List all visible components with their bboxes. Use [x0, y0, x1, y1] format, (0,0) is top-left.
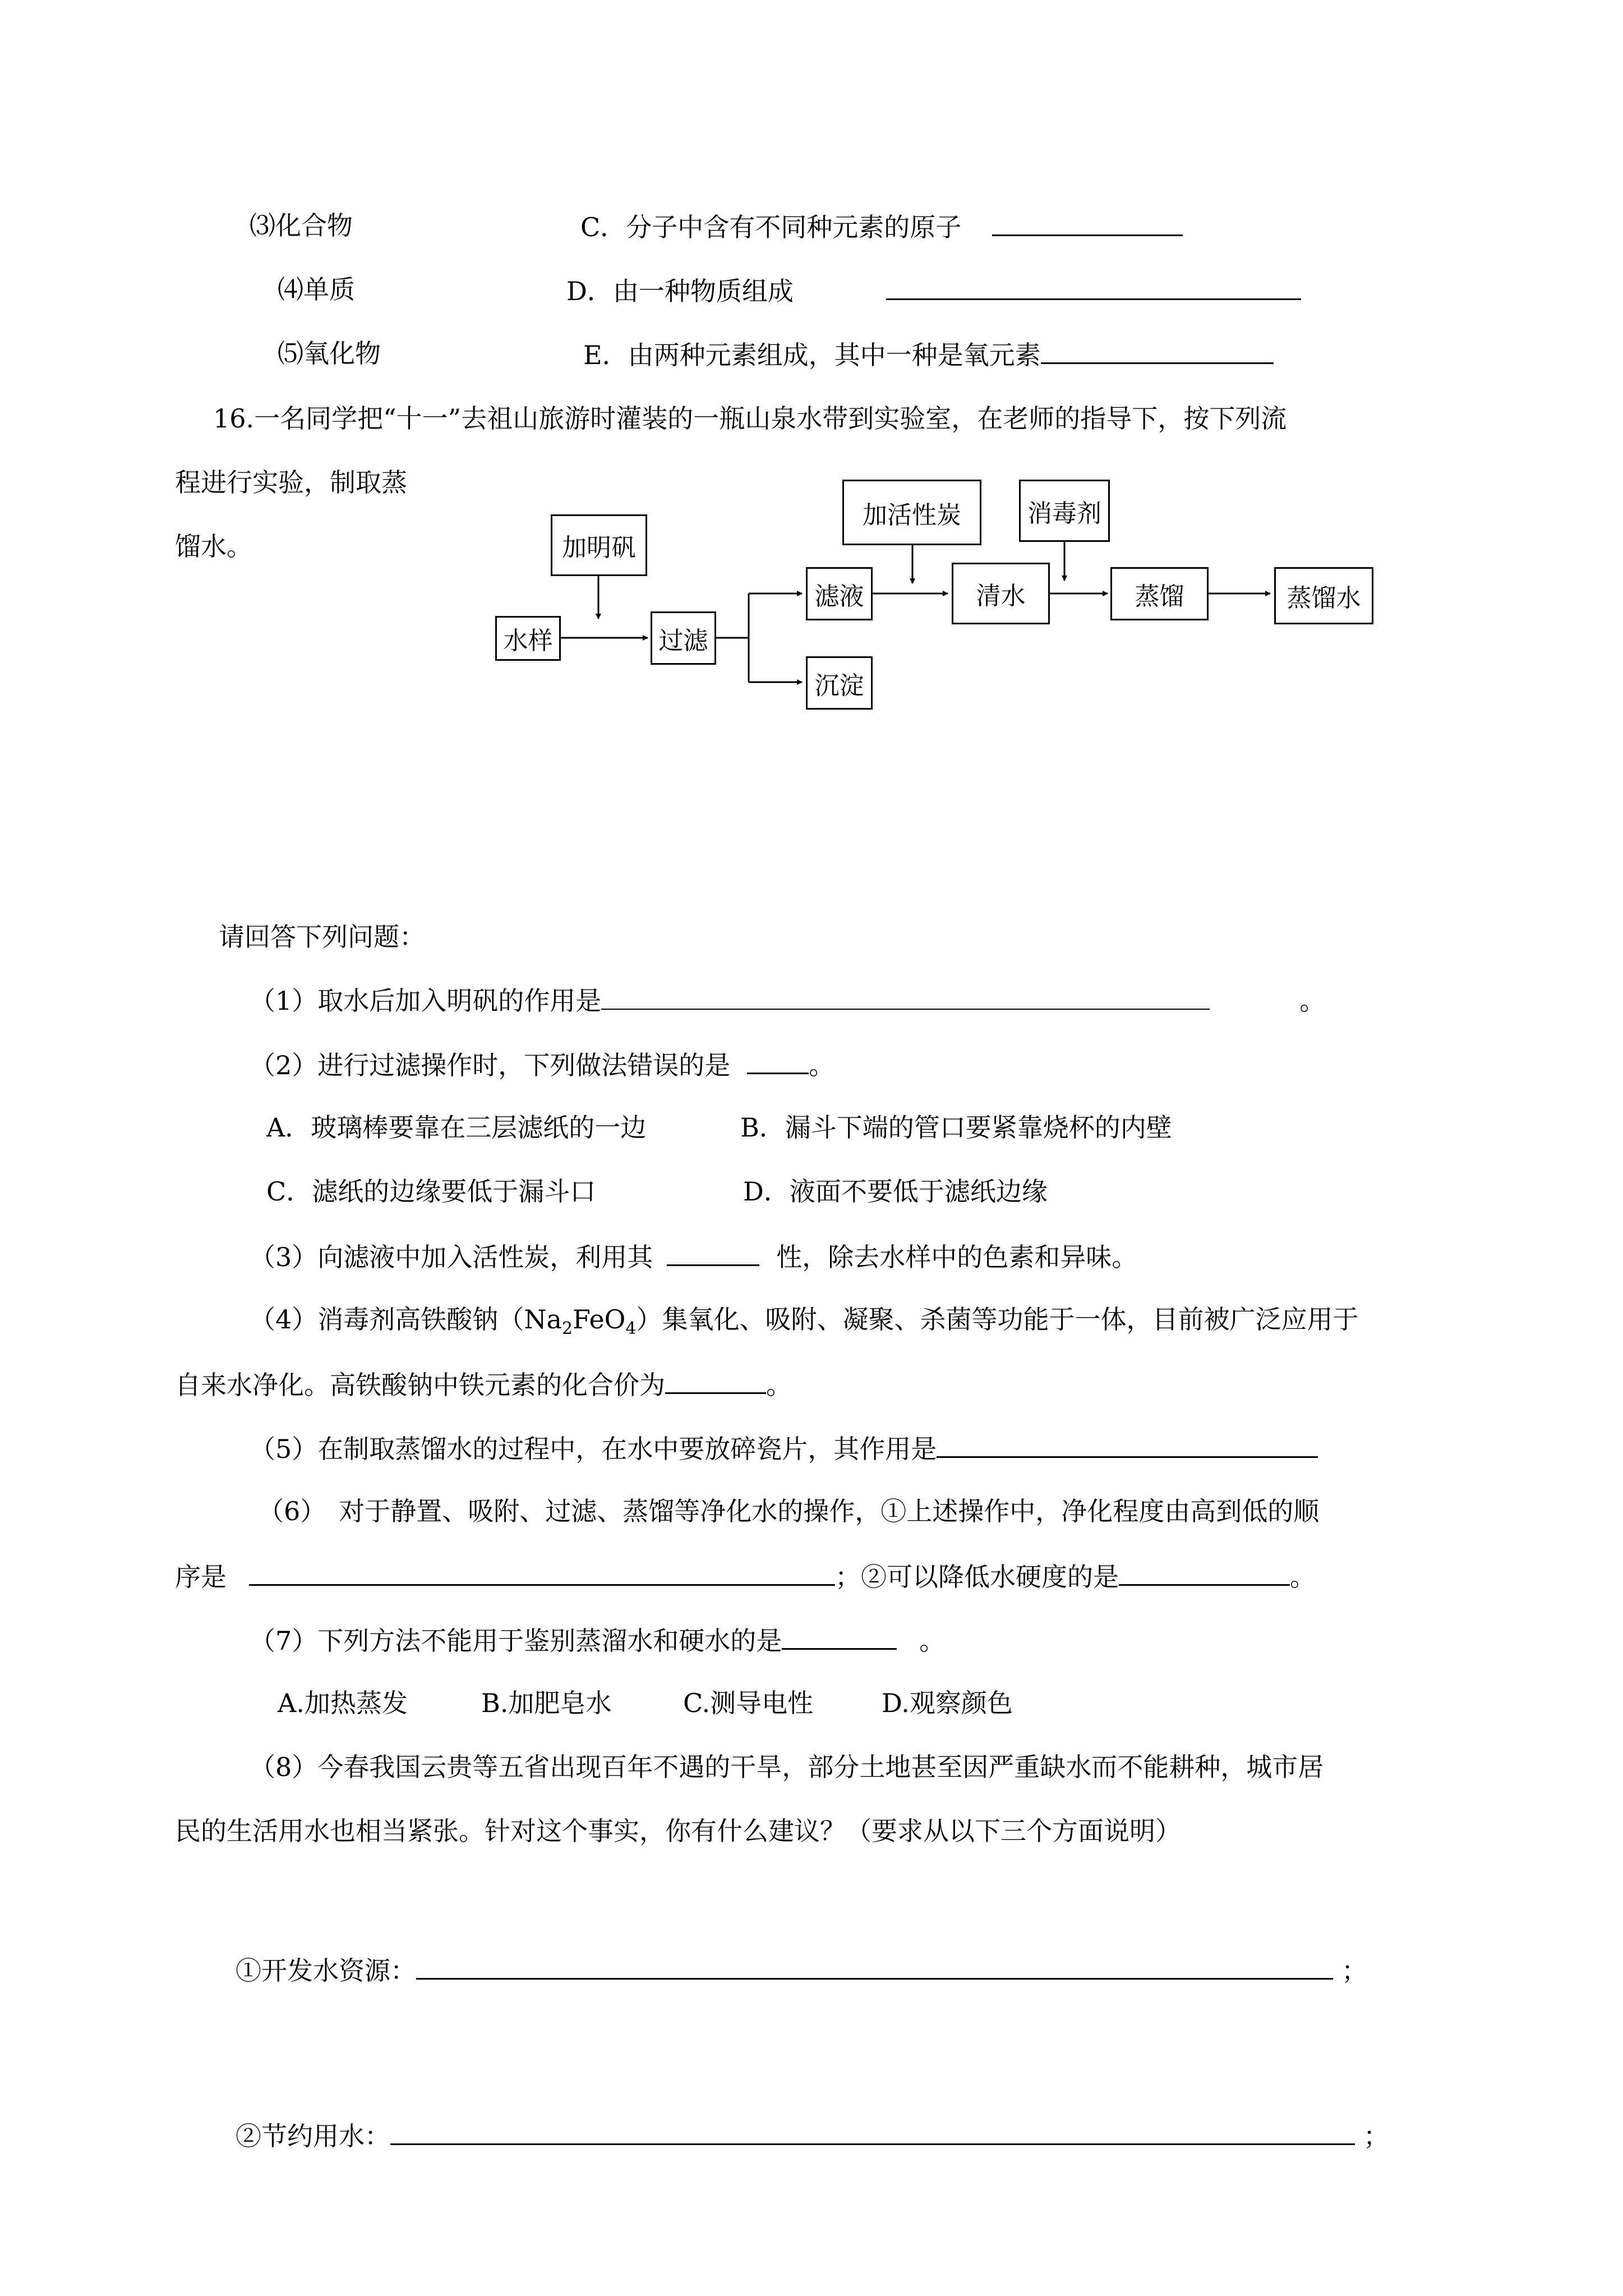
q16-part2-text: （2）进行过滤操作时，下列做法错误的是: [250, 1050, 731, 1080]
q16-p2-option-b: B．漏斗下端的管口要紧靠烧杯的内壁: [740, 1112, 1172, 1143]
flow-box-water-sample: 水样: [495, 616, 561, 661]
q16-part2-end: 。: [809, 1050, 835, 1080]
flow-box-filter: 过滤: [651, 611, 716, 665]
q16-part8-line2: 民的生活用水也相当紧张。针对这个事实，你有什么建议？（要求从以下三个方面说明）: [175, 1816, 1181, 1846]
answer-blank-p3[interactable]: [667, 1239, 759, 1266]
q16-p7-option-c: C.测导电性: [683, 1688, 814, 1718]
q16-part5-text: （5）在制取蒸馏水的过程中，在水中要放碎瓷片，其作用是: [250, 1434, 937, 1464]
flow-box-distill: 蒸馏: [1110, 567, 1209, 620]
suggestion-1-label: ①开发水资源：: [236, 1955, 416, 1986]
match-left-3: ⑶化合物: [250, 210, 353, 241]
q16-part3-text-a: （3）向滤液中加入活性炭，利用其: [250, 1242, 653, 1272]
q16-p7-option-d: D.观察颜色: [882, 1688, 1013, 1718]
q16-part3-text-b: 性，除去水样中的色素和异味。: [776, 1242, 1138, 1272]
q16-part2: [250, 1047, 834, 1082]
flow-box-disinfectant: 消毒剂: [1019, 480, 1110, 542]
flow-box-clear-water: 清水: [952, 563, 1050, 624]
q16-part6-line1: （6） 对于静置、吸附、过滤、蒸馏等净化水的操作，①上述操作中，净化程度由高到低的顺: [258, 1496, 1320, 1526]
q16-p7-option-a: A.加热蒸发: [278, 1688, 408, 1718]
q16-part1-text: （1）取水后加入明矾的作用是: [250, 986, 602, 1016]
q16-part1: [250, 983, 1325, 1018]
q16-part7-text: （7）下列方法不能用于鉴别蒸溜水和硬水的是: [250, 1626, 782, 1656]
q16-prompt: 请回答下列问题：: [219, 922, 425, 952]
q16-part7: [250, 1622, 945, 1658]
answer-blank-p4[interactable]: [665, 1366, 766, 1394]
q16-part6-line2: [175, 1558, 1316, 1594]
suggestion-2-label: ②节约用水：: [236, 2121, 390, 2151]
answer-blank-p2[interactable]: [747, 1047, 809, 1074]
flow-box-distilled-water: 蒸馏水: [1274, 567, 1373, 624]
suggestion-2: [236, 2118, 1389, 2153]
q16-p2-option-a: A．玻璃棒要靠在三层滤纸的一边: [266, 1112, 647, 1143]
answer-blank-p6-order[interactable]: [249, 1558, 835, 1586]
q16-part4-line2: [175, 1366, 792, 1402]
q16-part6-text-c: ；②可以降低水硬度的是: [835, 1562, 1119, 1592]
q16-intro-line2: 程进行实验，制取蒸: [175, 467, 407, 498]
q16-intro-line1: 16.一名同学把“十一”去祖山旅游时灌装的一瓶山泉水带到实验室，在老师的指导下，按下列流: [213, 403, 1287, 434]
match-left-4: ⑷单质: [278, 274, 355, 305]
match-left-5: ⑸氧化物: [278, 338, 381, 369]
q16-part6-text-b: 序是: [175, 1562, 227, 1592]
q16-part1-end: 。: [1299, 986, 1326, 1016]
q16-p2-option-d: D．液面不要低于滤纸边缘: [743, 1176, 1048, 1207]
flow-box-filtrate: 滤液: [806, 567, 873, 620]
answer-blank-s2[interactable]: [390, 2118, 1355, 2145]
q16-part4-sub1: 2: [561, 1319, 573, 1339]
q16-part4-text-b: ）集氧化、吸附、凝聚、杀菌等功能于一体，目前被广泛应用于: [636, 1304, 1359, 1335]
answer-blank-p5[interactable]: [937, 1430, 1318, 1458]
answer-blank-p7[interactable]: [782, 1622, 897, 1650]
q16-part4-formula-mid: FeO: [573, 1304, 626, 1335]
q16-part4-end: 。: [766, 1370, 792, 1400]
q16-part4-text-c: 自来水净化。高铁酸钠中铁元素的化合价为: [175, 1370, 665, 1400]
match-right-c-text: C．分子中含有不同种元素的原子: [580, 212, 962, 242]
q16-part6-end: 。: [1290, 1562, 1316, 1592]
q16-part4-sub2: 4: [625, 1319, 637, 1339]
answer-blank-s1[interactable]: [416, 1952, 1333, 1980]
q16-part7-end: 。: [919, 1626, 946, 1656]
q16-intro-line3: 馏水。: [175, 531, 252, 562]
q16-p7-option-b: B.加肥皂水: [481, 1688, 612, 1718]
q16-part4-text-a: （4）消毒剂高铁酸钠（Na: [250, 1304, 562, 1335]
match-right-d-text: D．由一种物质组成: [566, 276, 794, 306]
suggestion-2-end: ；: [1363, 2121, 1389, 2151]
q16-part4-line1: [250, 1303, 1358, 1346]
answer-blank-p6-hardness[interactable]: [1119, 1558, 1290, 1586]
flow-box-precipitate: 沉淀: [806, 656, 873, 710]
answer-blank-p1[interactable]: [601, 983, 1210, 1010]
flow-box-add-alum: 加明矾: [551, 514, 647, 576]
match-right-e-text: E．由两种元素组成，其中一种是氧元素: [583, 340, 1041, 370]
q16-part3: [250, 1239, 1137, 1274]
flow-box-add-carbon: 加活性炭: [842, 480, 981, 545]
q16-part5: [250, 1430, 1318, 1466]
suggestion-1: [236, 1952, 1367, 1987]
q16-p2-option-c: C．滤纸的边缘要低于漏斗口: [266, 1176, 596, 1207]
q16-part8-line1: （8）今春我国云贵等五省出现百年不遇的干旱，部分土地甚至因严重缺水而不能耕种，城市居: [250, 1752, 1324, 1782]
suggestion-1-end: ；: [1341, 1955, 1367, 1986]
